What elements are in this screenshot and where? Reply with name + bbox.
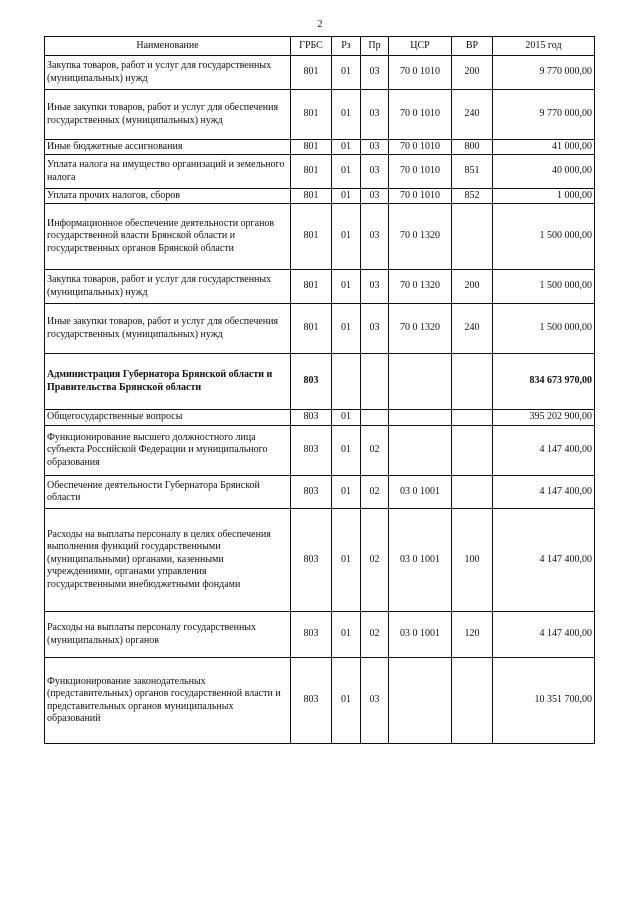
header-vr: ВР [452,37,493,56]
row-vr [452,204,493,270]
row-pr: 02 [361,612,389,658]
row-vr: 100 [452,509,493,612]
row-rz: 01 [332,189,361,204]
row-grbs: 801 [291,155,332,189]
row-vr [452,426,493,476]
row-rz: 01 [332,56,361,90]
header-grbs: ГРБС [291,37,332,56]
row-csr: 70 0 1320 [389,270,452,304]
row-pr: 03 [361,155,389,189]
row-pr: 03 [361,90,389,140]
row-rz: 01 [332,304,361,354]
row-csr: 70 0 1320 [389,304,452,354]
row-grbs: 801 [291,90,332,140]
row-rz: 01 [332,140,361,155]
row-csr: 03 0 1001 [389,612,452,658]
row-amount: 1 500 000,00 [493,304,595,354]
row-pr: 03 [361,56,389,90]
table-row [45,509,595,612]
row-csr [389,410,452,426]
row-vr [452,354,493,410]
row-pr [361,354,389,410]
row-rz: 01 [332,426,361,476]
table-row [45,189,595,204]
row-rz: 01 [332,90,361,140]
row-amount: 4 147 400,00 [493,476,595,509]
row-rz: 01 [332,658,361,744]
row-name: Расходы на выплаты персоналу государственных (муниципальных) органов [45,612,291,658]
row-csr: 03 0 1001 [389,509,452,612]
table-row [45,410,595,426]
row-grbs: 801 [291,189,332,204]
row-grbs: 803 [291,612,332,658]
header-name: Наименование [45,37,291,56]
row-grbs: 803 [291,410,332,426]
row-amount: 834 673 970,00 [493,354,595,410]
row-grbs: 801 [291,56,332,90]
header-amount: 2015 год [493,37,595,56]
table-row [45,155,595,189]
table-row [45,426,595,476]
row-grbs: 801 [291,270,332,304]
row-pr: 03 [361,189,389,204]
row-amount: 4 147 400,00 [493,509,595,612]
row-amount: 4 147 400,00 [493,426,595,476]
row-rz: 01 [332,410,361,426]
table-row [45,270,595,304]
row-vr: 200 [452,56,493,90]
row-amount: 1 500 000,00 [493,204,595,270]
table-row [45,354,595,410]
row-pr: 02 [361,476,389,509]
row-amount: 10 351 700,00 [493,658,595,744]
row-pr: 03 [361,270,389,304]
row-vr: 120 [452,612,493,658]
row-amount: 9 770 000,00 [493,56,595,90]
header-rz: Рз [332,37,361,56]
row-csr: 70 0 1010 [389,189,452,204]
row-csr: 03 0 1001 [389,476,452,509]
table-row [45,90,595,140]
row-csr: 70 0 1010 [389,140,452,155]
row-rz: 01 [332,509,361,612]
row-vr: 200 [452,270,493,304]
row-rz: 01 [332,155,361,189]
row-rz: 01 [332,612,361,658]
row-pr: 03 [361,658,389,744]
row-name: Администрация Губернатора Брянской области и Правительства Брянской области [45,354,291,410]
row-grbs: 803 [291,426,332,476]
table-row [45,204,595,270]
header-pr: Пр [361,37,389,56]
budget-table [44,36,595,744]
row-name: Иные закупки товаров, работ и услуг для обеспечения государственных (муниципальных) нужд [45,90,291,140]
row-vr: 240 [452,90,493,140]
row-name: Информационное обеспечение деятельности органов государственной власти Брянской области и государственных органов Брянской области [45,204,291,270]
row-vr: 240 [452,304,493,354]
row-grbs: 803 [291,354,332,410]
row-csr: 70 0 1320 [389,204,452,270]
row-pr: 03 [361,204,389,270]
row-grbs: 803 [291,658,332,744]
row-rz: 01 [332,476,361,509]
row-name: Функционирование законодательных (представительных) органов государственной власти и представительных органов муниципальных образований [45,658,291,744]
row-amount: 4 147 400,00 [493,612,595,658]
row-pr: 03 [361,304,389,354]
row-pr: 02 [361,509,389,612]
row-name: Уплата прочих налогов, сборов [45,189,291,204]
row-pr [361,410,389,426]
row-amount: 395 202 900,00 [493,410,595,426]
row-vr [452,476,493,509]
row-grbs: 803 [291,509,332,612]
row-rz [332,354,361,410]
row-amount: 9 770 000,00 [493,90,595,140]
row-name: Закупка товаров, работ и услуг для государственных (муниципальных) нужд [45,56,291,90]
row-grbs: 801 [291,304,332,354]
row-csr [389,354,452,410]
row-grbs: 801 [291,204,332,270]
row-name: Иные бюджетные ассигнования [45,140,291,155]
row-rz: 01 [332,204,361,270]
row-vr [452,658,493,744]
row-vr: 800 [452,140,493,155]
row-vr [452,410,493,426]
row-csr [389,658,452,744]
table-row [45,56,595,90]
row-name: Расходы на выплаты персоналу в целях обеспечения выполнения функций государственными (муниципальными) органами, казенными учреждениями, органами управления государственными внебюджетными фондами [45,509,291,612]
row-vr: 852 [452,189,493,204]
row-grbs: 803 [291,476,332,509]
table-row [45,476,595,509]
row-amount: 41 000,00 [493,140,595,155]
page-number: 2 [317,19,323,30]
row-csr: 70 0 1010 [389,56,452,90]
row-name: Функционирование высшего должностного лица субъекта Российской Федерации и муниципального образования [45,426,291,476]
row-pr: 02 [361,426,389,476]
row-grbs: 801 [291,140,332,155]
row-name: Иные закупки товаров, работ и услуг для обеспечения государственных (муниципальных) нужд [45,304,291,354]
table-header-row [45,37,595,56]
row-pr: 03 [361,140,389,155]
row-csr: 70 0 1010 [389,155,452,189]
row-amount: 1 000,00 [493,189,595,204]
row-name: Уплата налога на имущество организаций и земельного налога [45,155,291,189]
row-vr: 851 [452,155,493,189]
row-amount: 1 500 000,00 [493,270,595,304]
row-name: Общегосударственные вопросы [45,410,291,426]
row-name: Закупка товаров, работ и услуг для государственных (муниципальных) нужд [45,270,291,304]
row-name: Обеспечение деятельности Губернатора Брянской области [45,476,291,509]
row-csr [389,426,452,476]
table-row [45,304,595,354]
row-csr: 70 0 1010 [389,90,452,140]
table-row [45,612,595,658]
row-amount: 40 000,00 [493,155,595,189]
row-rz: 01 [332,270,361,304]
table-row [45,140,595,155]
header-csr: ЦСР [389,37,452,56]
table-row [45,658,595,744]
